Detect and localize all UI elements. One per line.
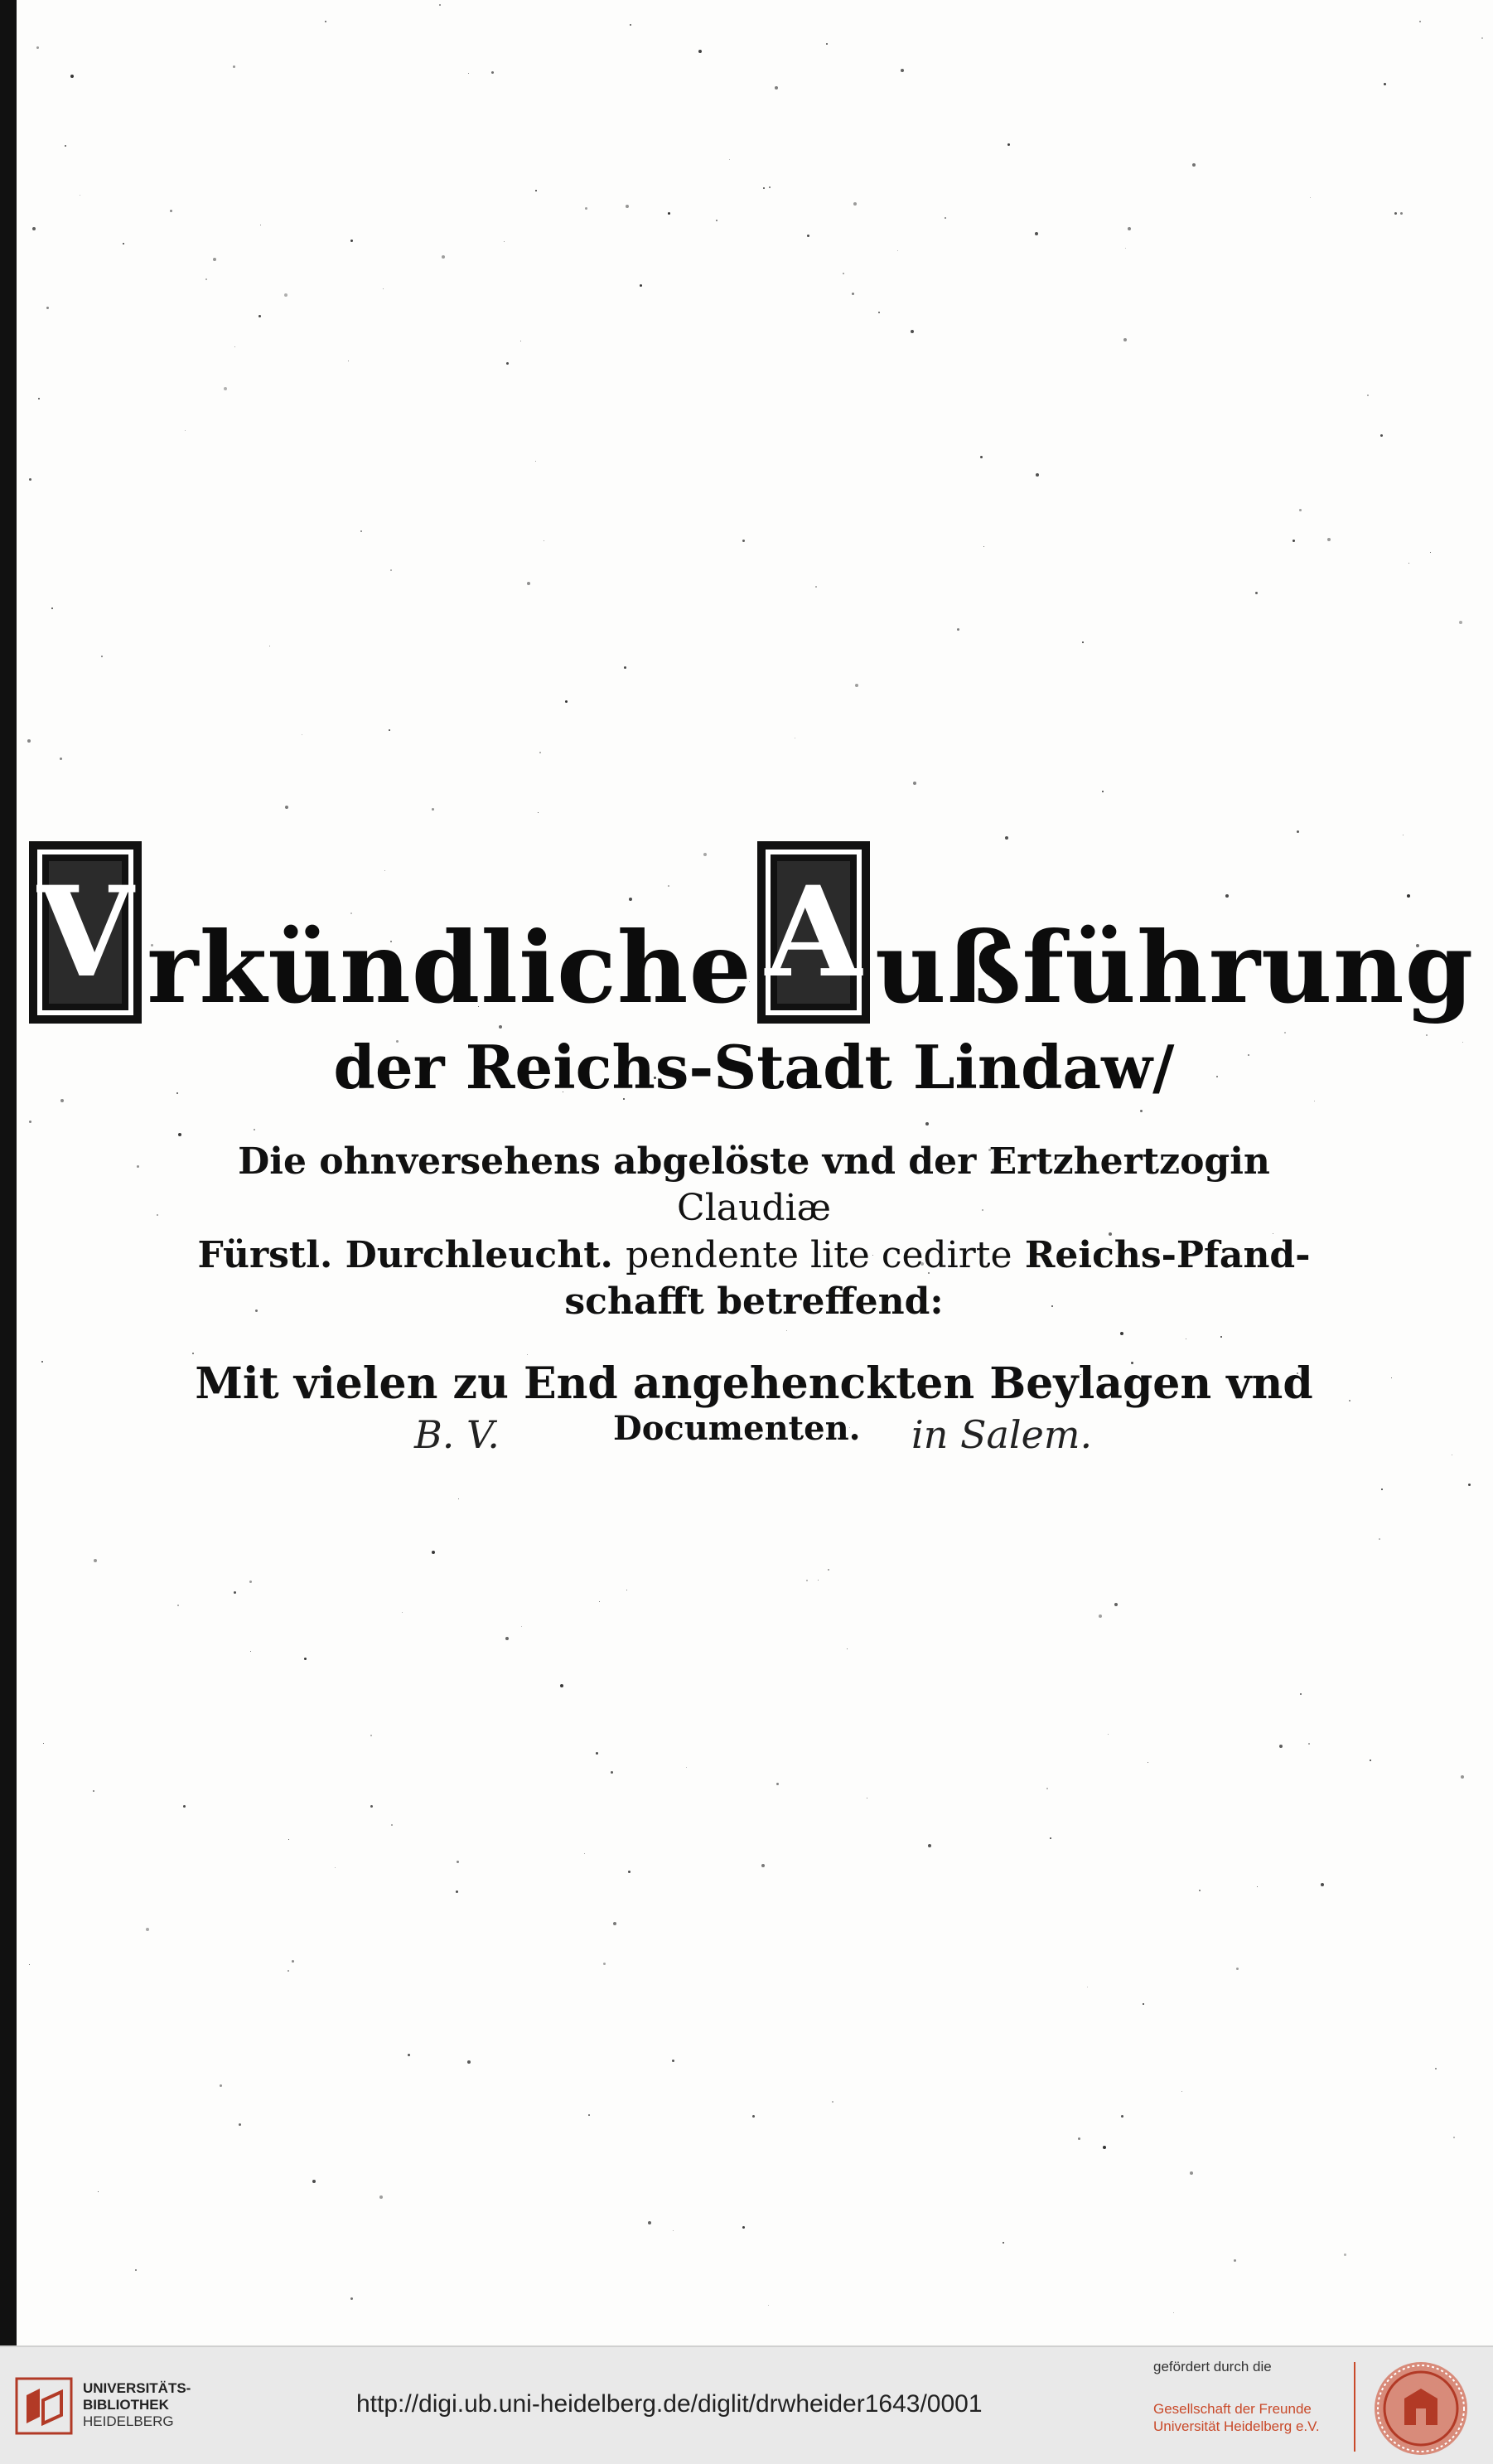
documents-word: Documenten. (613, 1409, 861, 1449)
speckle-dot (94, 1559, 97, 1562)
speckle-dot (983, 546, 984, 547)
main-title (36, 833, 1475, 1025)
speckle-dot (1103, 2146, 1106, 2149)
speckle-dot (304, 1658, 307, 1660)
desc-part-2: Fürstl. Durchleucht. (197, 1233, 613, 1276)
speckle-dot (1435, 2068, 1437, 2069)
sponsor-label: gefördert durch die (1153, 2359, 1272, 2374)
speckle-dot (763, 187, 765, 189)
speckle-dot (1102, 791, 1104, 792)
speckle-dot (901, 69, 904, 72)
speckle-dot (686, 1767, 687, 1768)
university-library-logo-icon (15, 2377, 73, 2435)
speckle-dot (945, 217, 946, 219)
speckle-dot (51, 608, 53, 609)
speckle-dot (1046, 1788, 1048, 1789)
library-footer (0, 2345, 1493, 2464)
speckle-dot (1381, 1489, 1383, 1490)
speckle-dot (383, 288, 384, 289)
sponsor-block (1153, 2359, 1344, 2435)
speckle-dot (1143, 2003, 1144, 2005)
speckle-dot (535, 190, 537, 191)
speckle-dot (458, 1498, 459, 1499)
speckle-dot (585, 207, 587, 210)
speckle-dot (249, 1581, 252, 1583)
speckle-dot (1108, 1734, 1109, 1735)
speckle-dot (913, 782, 916, 785)
speckle-dot (761, 1864, 765, 1867)
speckle-dot (980, 456, 983, 458)
speckle-dot (1349, 1400, 1350, 1401)
speckle-dot (1125, 248, 1126, 249)
speckle-dot (325, 21, 326, 22)
subtitle-appendix: Mit vielen zu End angehenckten Beylagen vnd (195, 1358, 1313, 1410)
speckle-dot (157, 1214, 158, 1216)
speckle-dot (29, 1964, 30, 1965)
speckle-dot (1481, 37, 1483, 39)
speckle-dot (250, 1651, 251, 1652)
speckle-dot (768, 2305, 769, 2306)
speckle-dot (1299, 509, 1302, 511)
speckle-dot (1327, 538, 1331, 541)
speckle-dot (1082, 641, 1084, 643)
speckle-dot (878, 312, 880, 313)
speckle-dot (832, 2101, 833, 2103)
speckle-dot (292, 1960, 294, 1963)
speckle-dot (506, 362, 509, 365)
speckle-dot (596, 1752, 598, 1755)
speckle-dot (815, 586, 817, 588)
speckle-dot (389, 729, 390, 731)
speckle-dot (668, 212, 670, 215)
speckle-dot (27, 739, 31, 743)
speckle-dot (98, 2191, 99, 2192)
speckle-dot (806, 1580, 808, 1581)
speckle-dot (852, 293, 854, 295)
speckle-dot (370, 1805, 373, 1808)
library-name (83, 2380, 191, 2430)
speckle-dot (1300, 1693, 1302, 1695)
speckle-dot (752, 2115, 755, 2118)
speckle-dot (287, 1970, 289, 1972)
speckle-dot (183, 1805, 186, 1808)
speckle-dot (1310, 197, 1311, 198)
speckle-dot (137, 1165, 139, 1168)
speckle-dot (390, 569, 392, 571)
speckle-dot (41, 1361, 43, 1363)
speckle-dot (1426, 1034, 1428, 1036)
speckle-dot (185, 430, 186, 431)
speckle-dot (1461, 1775, 1464, 1779)
speckle-dot (350, 240, 353, 242)
speckle-dot (1050, 1837, 1051, 1839)
title-word-2: ußführung (875, 910, 1475, 1025)
speckle-dot (716, 220, 718, 221)
speckle-dot (1408, 563, 1409, 564)
speckle-dot (1181, 2091, 1182, 2092)
speckle-dot (1099, 1614, 1102, 1618)
speckle-dot (1400, 212, 1403, 215)
speckle-dot (1459, 621, 1462, 624)
documents-line (166, 1409, 1342, 1459)
speckle-dot (233, 65, 235, 68)
speckle-dot (1453, 2137, 1455, 2138)
speckle-dot (43, 1743, 44, 1744)
speckle-dot (1367, 395, 1369, 396)
speckle-dot (535, 461, 536, 462)
speckle-dot (285, 806, 288, 809)
speckle-dot (1036, 473, 1039, 477)
speckle-dot (588, 2114, 590, 2116)
speckle-dot (288, 1839, 289, 1840)
speckle-dot (123, 243, 124, 244)
decorated-initial-v: V (29, 841, 142, 1024)
speckle-dot (370, 1735, 372, 1736)
speckle-dot (1292, 540, 1295, 542)
speckle-dot (1384, 83, 1386, 85)
speckle-dot (491, 71, 494, 74)
speckle-dot (439, 4, 441, 6)
speckle-dot (807, 235, 809, 237)
speckle-dot (177, 1605, 179, 1606)
speckle-dot (843, 273, 844, 274)
speckle-dot (1419, 21, 1421, 22)
speckle-dot (521, 1626, 522, 1627)
speckle-dot (350, 2297, 353, 2300)
speckle-dot (312, 2180, 316, 2183)
speckle-dot (379, 2195, 383, 2199)
speckle-dot (234, 1591, 236, 1594)
speckle-dot (239, 2123, 241, 2126)
speckle-dot (1236, 1968, 1239, 1970)
speckle-dot (640, 284, 642, 287)
speckle-dot (1199, 1890, 1201, 1891)
speckle-dot (284, 293, 287, 297)
speckle-dot (1003, 2242, 1004, 2244)
speckle-dot (957, 628, 959, 631)
speckle-dot (1462, 1042, 1463, 1043)
page-edge (0, 0, 17, 2345)
speckle-dot (360, 530, 362, 532)
speckle-dot (213, 258, 216, 261)
subtitle-description (166, 1139, 1342, 1325)
desc-part-3: Reichs-Pfand- (1024, 1233, 1311, 1276)
speckle-dot (1257, 1886, 1258, 1887)
speckle-dot (527, 582, 530, 585)
sponsor-line1: Gesellschaft der Freunde (1153, 2401, 1312, 2417)
speckle-dot (599, 1601, 600, 1602)
speckle-dot (224, 387, 227, 390)
speckle-dot (1407, 894, 1410, 898)
speckle-dot (742, 540, 745, 542)
speckle-dot (538, 812, 539, 813)
speckle-dot (32, 227, 36, 230)
decorated-initial-a: A (757, 841, 870, 1024)
desc-part-1: Die ohnversehens abgelöste vnd der Ertzhertzogin (238, 1140, 1270, 1183)
speckle-dot (93, 1790, 94, 1792)
permalink-url[interactable]: http://digi.ub.uni-heidelberg.de/diglit/drwheider1643/0001 (356, 2390, 983, 2418)
handwritten-note-bv: B. V. (414, 1412, 500, 1458)
speckle-dot (29, 1121, 31, 1123)
speckle-dot (539, 752, 541, 753)
speckle-dot (673, 2230, 674, 2231)
speckle-dot (101, 656, 103, 657)
speckle-dot (775, 86, 778, 90)
speckle-dot (457, 1861, 459, 1863)
speckle-dot (70, 75, 74, 78)
university-seal-icon (1371, 2359, 1471, 2458)
speckle-dot (769, 186, 771, 188)
speckle-dot (584, 1853, 585, 1854)
speckle-dot (911, 330, 914, 333)
speckle-dot (1380, 434, 1383, 437)
speckle-dot (1121, 2115, 1123, 2118)
sponsor-line2: Universität Heidelberg e.V. (1153, 2418, 1320, 2434)
speckle-dot (847, 1648, 848, 1649)
speckle-dot (818, 1580, 819, 1581)
speckle-dot (432, 808, 434, 811)
speckle-dot (135, 2269, 137, 2271)
speckle-dot (391, 1824, 393, 1826)
desc-part-4: schafft betreffend: (564, 1280, 944, 1323)
speckle-dot (1007, 143, 1010, 146)
speckle-dot (776, 1783, 779, 1785)
speckle-dot (38, 398, 40, 399)
speckle-dot (826, 43, 828, 45)
speckle-dot (220, 2084, 222, 2087)
speckle-dot (560, 1684, 563, 1687)
speckle-dot (1255, 592, 1258, 594)
speckle-dot (1379, 1538, 1380, 1540)
speckle-dot (603, 1963, 606, 1965)
speckle-dot (1128, 227, 1131, 230)
speckle-dot (505, 1637, 509, 1640)
speckle-dot (928, 1844, 931, 1847)
title-word-1: rkündliche (147, 910, 752, 1025)
footer-divider (1354, 2362, 1355, 2452)
speckle-dot (46, 307, 49, 309)
speckle-dot (729, 159, 730, 160)
subtitle-city: der Reichs-Stadt Lindaw/ (333, 1032, 1175, 1102)
speckle-dot (1190, 2171, 1193, 2175)
speckle-dot (565, 700, 568, 703)
speckle-dot (611, 1771, 613, 1774)
speckle-dot (1114, 1603, 1118, 1606)
speckle-dot (630, 24, 631, 26)
speckle-dot (60, 1099, 64, 1102)
speckle-dot (1370, 1760, 1371, 1761)
speckle-dot (442, 255, 445, 259)
speckle-dot (1123, 338, 1127, 341)
speckle-dot (1394, 212, 1397, 215)
speckle-dot (698, 50, 702, 53)
speckle-dot (36, 46, 39, 49)
speckle-dot (1468, 1484, 1471, 1486)
speckle-dot (897, 250, 898, 251)
speckle-dot (504, 241, 505, 242)
speckle-dot (170, 210, 172, 212)
speckle-dot (828, 1569, 829, 1571)
speckle-dot (60, 758, 62, 760)
speckle-dot (1078, 2137, 1080, 2140)
speckle-dot (672, 2060, 674, 2062)
speckle-dot (1308, 1743, 1310, 1745)
library-name-line2: BIBLIOTHEK (83, 2397, 169, 2413)
speckle-dot (853, 202, 857, 206)
sponsor-organization (1153, 2400, 1344, 2435)
speckle-dot (432, 1551, 435, 1554)
speckle-dot (1173, 2312, 1174, 2313)
speckle-dot (468, 73, 469, 74)
speckle-dot (408, 2054, 410, 2056)
desc-latin-1: Claudiæ (677, 1187, 831, 1230)
speckle-dot (624, 666, 626, 669)
desc-latin-2: pendente lite cedirte (626, 1233, 1012, 1276)
speckle-dot (1321, 1883, 1324, 1886)
title-block (36, 833, 1475, 1459)
speckle-dot (467, 2060, 471, 2064)
speckle-dot (456, 1890, 458, 1893)
speckle-dot (855, 684, 858, 687)
speckle-dot (335, 1867, 336, 1868)
speckle-dot (613, 1922, 616, 1925)
speckle-dot (234, 346, 235, 347)
speckle-dot (29, 478, 31, 481)
speckle-dot (402, 1612, 403, 1613)
speckle-dot (742, 2226, 745, 2229)
speckle-dot (65, 145, 66, 147)
library-name-line3: HEIDELBERG (83, 2413, 174, 2429)
library-name-line1: UNIVERSITÄTS- (83, 2380, 191, 2396)
speckle-dot (648, 2221, 651, 2224)
speckle-dot (1192, 163, 1196, 167)
handwritten-note-salem: in Salem. (911, 1412, 1093, 1458)
speckle-dot (626, 205, 629, 208)
speckle-dot (1035, 232, 1038, 235)
speckle-dot (205, 278, 207, 280)
speckle-dot (258, 315, 261, 317)
speckle-dot (1344, 2253, 1346, 2256)
speckle-dot (628, 1871, 631, 1873)
speckle-dot (1391, 1377, 1392, 1378)
speckle-dot (1430, 552, 1431, 553)
speckle-dot (146, 1928, 149, 1931)
speckle-dot (1234, 2259, 1236, 2262)
speckle-dot (1279, 1745, 1283, 1748)
